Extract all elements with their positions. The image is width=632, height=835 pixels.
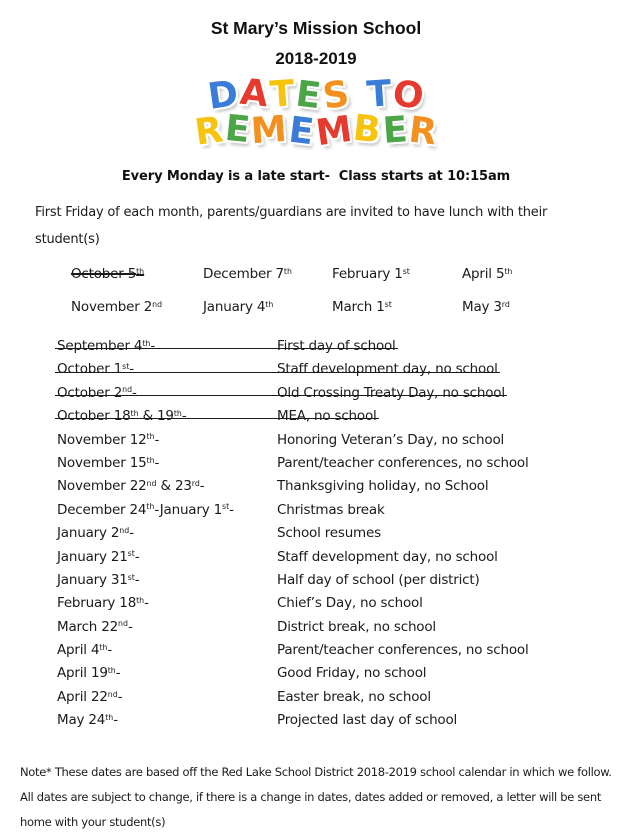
banner-letter: S xyxy=(320,73,352,118)
event-row xyxy=(57,686,632,709)
event-description: Good Friday, no school xyxy=(277,665,427,682)
event-description: Easter break, no school xyxy=(277,688,431,705)
event-description: Old Crossing Treaty Day, no school xyxy=(277,384,505,401)
event-date: February 18th- xyxy=(57,595,149,612)
event-row xyxy=(57,709,632,732)
event-row-inner xyxy=(57,358,498,382)
flyer-page xyxy=(0,18,632,832)
school-year: 2018-2019 xyxy=(275,49,357,68)
school-name: St Mary’s Mission School xyxy=(210,18,422,38)
event-row xyxy=(57,335,632,358)
banner-letter: E xyxy=(286,109,316,154)
event-date: May 24th- xyxy=(57,712,118,729)
event-row xyxy=(57,639,632,662)
event-row xyxy=(57,358,632,381)
event-date: March 22nd- xyxy=(57,618,133,635)
banner-letter: E xyxy=(381,109,409,152)
lunch-date xyxy=(203,298,332,318)
dates-to-remember-banner xyxy=(0,71,632,155)
lunch-intro-line-2: student(s) xyxy=(35,232,100,247)
lunch-date xyxy=(332,298,462,318)
lunch-intro xyxy=(35,199,632,253)
event-row-inner xyxy=(57,546,498,570)
event-date: November 12th- xyxy=(57,431,160,448)
banner-line-dates-to xyxy=(0,71,632,118)
event-description: First day of school xyxy=(277,338,396,354)
banner-line-remember xyxy=(0,107,632,155)
banner-letter: T xyxy=(365,73,393,116)
event-date: April 4th- xyxy=(57,642,113,659)
event-row xyxy=(57,616,632,639)
event-row-inner xyxy=(57,522,381,546)
event-description: Half day of school (per district) xyxy=(277,571,480,588)
late-start-notice: Every Monday is a late start- Class starts at 10:15am xyxy=(121,169,511,184)
event-row xyxy=(57,382,632,405)
event-row-inner xyxy=(57,475,488,499)
event-row xyxy=(57,499,632,522)
lunch-date xyxy=(71,265,203,285)
event-description: Thanksgiving holiday, no School xyxy=(277,478,489,495)
banner-letter: E xyxy=(222,107,252,152)
event-row xyxy=(57,522,632,545)
banner-letter: E xyxy=(293,73,324,118)
lunch-date-text: March 1st xyxy=(332,299,392,315)
lunch-date xyxy=(462,265,632,285)
event-row-inner xyxy=(57,662,426,686)
event-description: District break, no school xyxy=(277,618,436,635)
event-date: September 4th- xyxy=(57,338,156,354)
lunch-intro-line-1: First Friday of each month, parents/guardians are invited to have lunch with their xyxy=(35,205,548,220)
event-date: January 21st- xyxy=(57,548,140,565)
lunch-dates-table xyxy=(71,265,632,318)
event-row xyxy=(57,592,632,615)
event-date: October 1st- xyxy=(57,361,134,378)
event-row-inner xyxy=(57,616,436,640)
lunch-date-text: November 2nd xyxy=(71,299,163,315)
footnote-line-3: home with your student(s) xyxy=(20,814,166,829)
event-row xyxy=(57,662,632,685)
lunch-date-text: May 3rd xyxy=(462,299,510,315)
lunch-date-text: January 4th xyxy=(203,299,274,315)
event-description: School resumes xyxy=(277,525,381,542)
event-description: MEA, no school xyxy=(277,408,377,425)
event-row xyxy=(57,405,632,428)
banner-letter: D xyxy=(205,73,241,118)
event-description: Christmas break xyxy=(277,501,385,518)
lunch-date xyxy=(71,298,203,318)
lunch-date-text: April 5th xyxy=(462,266,513,282)
event-description: Parent/teacher conferences, no school xyxy=(277,642,529,659)
banner-letter: O xyxy=(390,73,427,118)
lunch-date xyxy=(462,298,632,318)
footnote-line-1: Note* These dates are based off the Red Lake School District 2018-2019 school calendar in which we follow. xyxy=(20,764,612,779)
lunch-date-text: February 1st xyxy=(332,266,410,282)
event-date: April 22nd- xyxy=(57,688,123,705)
banner-letter: R xyxy=(192,109,226,154)
banner-letter: M xyxy=(312,108,355,155)
event-date: April 19th- xyxy=(57,665,121,682)
event-description: Projected last day of school xyxy=(277,712,458,729)
event-description: Parent/teacher conferences, no school xyxy=(277,454,529,471)
event-description: Chief’s Day, no school xyxy=(277,595,423,612)
event-date: January 2nd- xyxy=(57,525,134,542)
event-description: Staff development day, no school xyxy=(277,361,498,378)
event-date: November 15th- xyxy=(57,454,160,471)
banner-letter: A xyxy=(237,71,270,116)
banner-letter: B xyxy=(351,107,384,152)
event-row-inner xyxy=(57,405,377,429)
event-row xyxy=(57,546,632,569)
event-date: December 24th-January 1st- xyxy=(57,501,234,518)
event-row-inner xyxy=(57,499,385,523)
footnote-line-2: All dates are subject to change, if there is a change in dates, dates added or removed, a letter will be sent xyxy=(20,789,602,804)
event-date: November 22nd & 23rd- xyxy=(57,478,205,495)
event-row-inner xyxy=(57,452,529,476)
event-row-inner xyxy=(57,709,457,733)
footnote xyxy=(20,760,632,835)
event-row-inner xyxy=(57,639,529,663)
banner-letter: T xyxy=(268,73,296,116)
event-description: Honoring Veteran’s Day, no school xyxy=(277,431,505,448)
event-date: January 31st- xyxy=(57,571,140,588)
lunch-date-text: December 7th xyxy=(203,266,292,282)
event-row-inner xyxy=(57,335,396,359)
event-row-inner xyxy=(57,569,480,593)
event-description: Staff development day, no school xyxy=(277,548,498,565)
event-row-inner xyxy=(57,382,505,406)
event-row xyxy=(57,429,632,452)
event-row-inner xyxy=(57,686,431,710)
event-row xyxy=(57,452,632,475)
event-row-inner xyxy=(57,429,504,453)
lunch-date xyxy=(203,265,332,285)
lunch-date xyxy=(332,265,462,285)
lunch-date-text: October 5th xyxy=(71,266,145,282)
event-row-inner xyxy=(57,592,423,616)
event-date: October 2nd- xyxy=(57,384,137,401)
event-row xyxy=(57,569,632,592)
banner-letter: R xyxy=(406,109,440,154)
event-row xyxy=(57,475,632,498)
events-list xyxy=(57,335,632,733)
event-date: October 18th & 19th- xyxy=(57,408,187,425)
banner-letter: M xyxy=(249,108,289,153)
